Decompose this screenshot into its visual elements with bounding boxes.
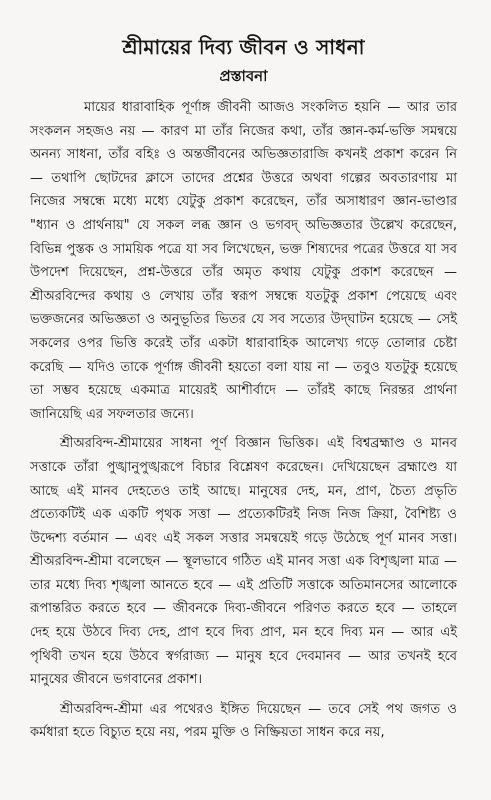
paragraph-2: শ্রীঅরবিন্দ-শ্রীমায়ের সাধনা পূর্ণ বিজ্ঞান ভিত্তিক। এই বিশ্বব্রহ্মাণ্ড ও মানব সত্তাকে তাঁরা পুঙ্খানুপুঙ্খরূপে বিচার বিশ্লেষণ করেছেন। দেখিয়েছেন ব্রহ্মাণ্ডে যা আছে এই মানব দেহতেও তাই আছে। মানুষের দেহ, মন, প্রাণ, চৈত্য প্রভৃতি প্রত্যেকটিই এক একটি পৃথক সত্তা — প্রত্যেকটিরই নিজ নিজ ক্রিয়া, বৈশিষ্ট্য ও উদ্দেশ্য বর্তমান — এবং এই সকল সত্তার সমন্বয়েই গড়ে উঠেছে পূর্ণ মানব সত্তা। শ্রীঅরবিন্দ-শ্রীমা বলেছেন — স্থূলভাবে গঠিত এই মানব সত্তা এক বিশৃঙ্খলা মাত্র — তার মধ্যে দিব্য শৃঙ্খলা আনতে হবে — এই প্রতিটি সত্তাকে অতিমানসের আলোকে রূপান্তরিত করতে হবে — জীবনকে দিব্য-জীবনে পরিণত করতে হবে — তাহলে দেহ হয়ে উঠবে দিব্য দেহ, প্রাণ হবে দিব্য প্রাণ, মন হবে দিব্য মন — আর এই পৃথিবী তখন হয়ে উঠবে স্বর্গরাজ্য — মানুষ হবে দেবমানব — আর তখনই হবে মানুষের জীবনে ভগবানের প্রকাশ।	[30, 436, 457, 688]
section-heading: প্রস্তাবনা	[219, 67, 268, 85]
paragraph-3: শ্রীঅরবিন্দ-শ্রীমা এর পথেরও ইঙ্গিত দিয়েছেন — তবে সেই পথ জগত ও কর্মধারা হতে বিচ্যুত হয়ে নয়, পরম মুক্তি ও নিষ্ক্রিয়তা সাধন করে নয়,	[30, 701, 457, 741]
document-title: শ্রীমায়ের দিব্য জীবন ও সাধনা	[122, 35, 365, 59]
paragraph-1: মায়ের ধারাবাহিক পূর্ণাঙ্গ জীবনী আজও সংকলিত হয়নি — আর তার সংকলন সহজও নয় — কারণ মা তাঁর নিজের কথা, তাঁর জ্ঞান-কর্ম-ভক্তি সমন্বয়ে অনন্য সাধনা, তাঁর বহিঃ ও অন্তর্জীবনের অভিজ্ঞতারাজি কখনই প্রকাশ করেন নি — তথাপি ছোটদের ক্লাসে তাদের প্রশ্নের উত্তরে অথবা গল্পের অবতারণায় মা নিজের সম্বন্ধে মধ্যে মধ্যে যেটুকু প্রকাশ করেছেন, তাঁর অসাধারণ জ্ঞান-ভাণ্ডার "ধ্যান ও প্রার্থনায়" যে সকল লব্ধ জ্ঞান ও ভগবদ্‌ অভিজ্ঞতার উল্লেখ করেছেন, বিভিন্ন পুস্তক ও সাময়িক পত্রে যা সব লিখেছেন, ভক্ত শিষ্যদের পত্রের উত্তরে যা সব উপদেশ দিয়েছেন, প্রশ্ন-উত্তরে তাঁর অমৃত কথায় যেটুকু প্রকাশ করেছেন — শ্রীঅরবিন্দের কথায় ও লেখায় তাঁর স্বরূপ সম্বন্ধে যতটুকু প্রকাশ পেয়েছে এবং ভক্তজনের অভিজ্ঞতা ও অনুভূতির ভিতর যে সব সত্যের উদ্‌ঘাটন হয়েছে — সেই সকলের ওপর ভিত্তি করেই তাঁর একটা ধারাবাহিক আলেখ্য গড়ে তোলার চেষ্টা করেছি — যদিও তাকে পূর্ণাঙ্গ জীবনী হয়তো বলা যায় না — তবুও যতটুকু হয়েছে তা সম্ভব হয়েছে একমাত্র মায়েরই আশীর্বাদে — তাঁরই কাছে নিরন্তর প্রার্থনা জানিয়েছি এর সফলতার জন্যে।	[30, 100, 457, 422]
